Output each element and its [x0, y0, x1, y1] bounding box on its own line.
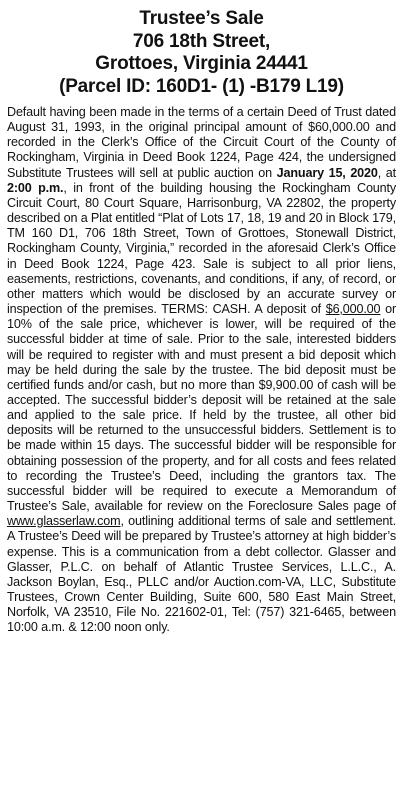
notice-body [7, 105, 396, 635]
notice-header [7, 8, 396, 98]
sale-date: January 15, 2020 [276, 165, 378, 180]
property-city: Grottoes, Virginia 24441 [95, 53, 308, 74]
body-text-part-2: , at [377, 165, 396, 180]
body-text-part-5: , outlining additional terms of sale and settlement. A Trustee’s Deed will be prepared by Trustee’s attorney at high bidder’s expense. This is a communication from a debt collector. Glasser and Glasser, P.L.C. on behalf of Atlantic Trustee Services, L.L.C., A. Jackson Boylan, Esq., PLLC and/or Auction.com-VA, LLC, Substitute Trustees, Crown Center Building, Suite 600, 580 East Main Street, Norfolk, VA 23510, File No. 221602-01, Tel: (757) 321-6465, between 10:00 a.m. & 12:00 noon only. [7, 514, 396, 635]
deposit-amount: $6,000.00 [325, 302, 381, 317]
property-address: 706 18th Street, [132, 30, 271, 52]
parcel-id: (Parcel ID: 160D1- (1) -B179 L19) [59, 75, 344, 97]
website-link[interactable]: www.glasserlaw.com [7, 514, 121, 529]
body-text-part-3: , in front of the building housing the Rockingham County Circuit Court, 80 Court Square, Harrisonburg, VA 22802, the property described on a Plat entitled “Plat of Lots 17, 18, 19 and 20 in Block 179, TM 160 D1, 706 18th Street, Town of Grottoes, Stonewall District, Rockingham County, Virginia,” recorded in the aforesaid Clerk’s Office in Deed Book 1224, Page 423. Sale is subject to all prior liens, easements, restrictions, covenants, and conditions, if any, of record, or other matters which would be disclosed by an accurate survey or inspection of the premises. TERMS: CASH. A deposit of [7, 180, 396, 317]
body-text-part-4: or 10% of the sale price, whichever is lower, will be required of the successful bidder at time of sale. Prior to the sale, interested bidders will be required to register with and must present a bid deposit which may be held during the sale by the trustee. The bid deposit must be certified funds and/or cash, but no more than $9,900.00 of cash will be accepted. The successful bidder’s deposit will be retained at the sale and applied to the sale price. If held by the trustee, all other bid deposits will be returned to the unsuccessful bidders. Settlement is to be made within 15 days. The successful bidder will be responsible for obtaining possession of the property, and for all costs and fees related to recording the Trustee’s Deed, including the grantors tax. The successful bidder will be required to execute a Memorandum of Trustee’s Sale, available for review on the Foreclosure Sales page of [7, 302, 396, 514]
notice-title: Trustee’s Sale [139, 8, 264, 29]
sale-time: 2:00 p.m. [7, 180, 64, 195]
body-text-part-1: Default having been made in the terms of a certain Deed of Trust dated August 31, 1993, in the original principal amount of $60,000.00 and recorded in the Clerk’s Office of the Circuit Court of the County of Rockingham, Virginia in Deed Book 1224, Page 424, the undersigned Substitute Trustees will sell at public auction on [7, 105, 396, 180]
